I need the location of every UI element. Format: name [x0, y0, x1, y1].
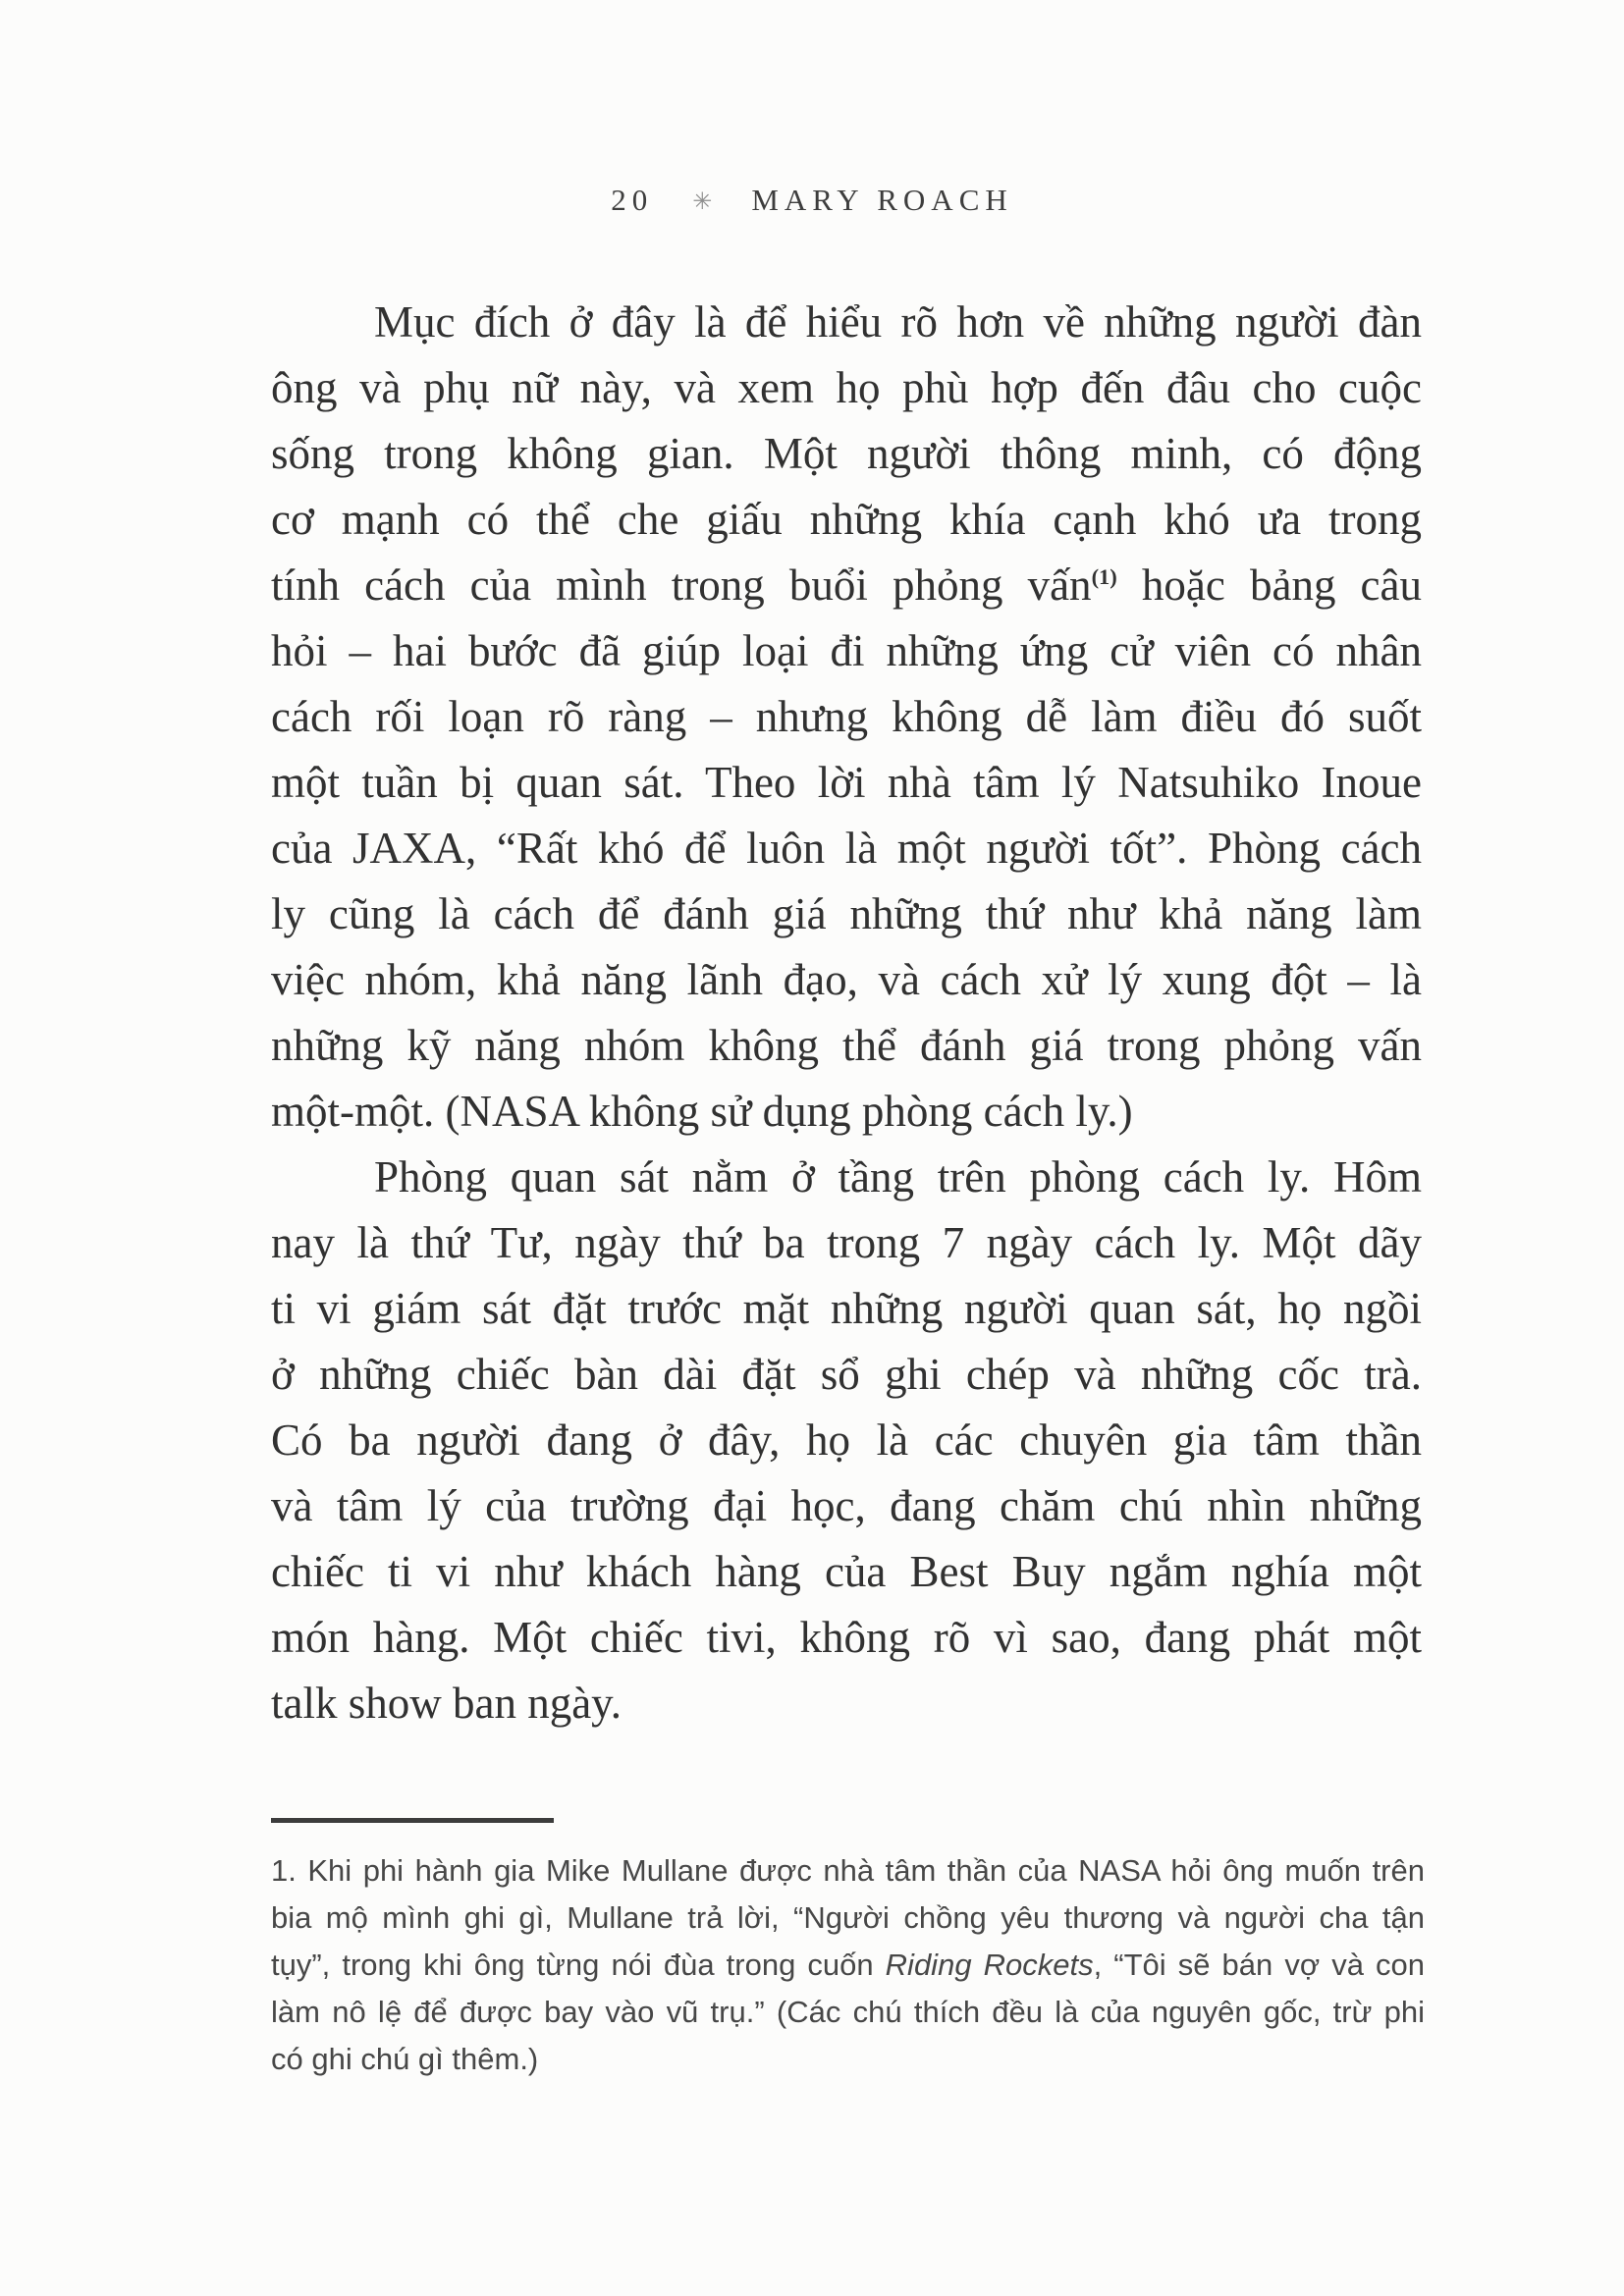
- text-line: sống trong không gian. Một người thông minh, có động: [271, 429, 1422, 478]
- footnote-line: có ghi chú gì thêm.): [271, 2042, 539, 2076]
- paragraph-1: [271, 290, 1422, 1145]
- text-line: của JAXA, “Rất khó để luôn là một người tốt”. Phòng cách: [271, 824, 1422, 873]
- text-line: chiếc ti vi như khách hàng của Best Buy ngắm nghía một: [271, 1547, 1422, 1596]
- text-line: hỏi – hai bước đã giúp loại đi những ứng cử viên có nhân: [271, 626, 1422, 675]
- text-line: và tâm lý của trường đại học, đang chăm chú nhìn những: [271, 1481, 1422, 1530]
- footnote: [271, 1847, 1425, 2083]
- text-line: nay là thứ Tư, ngày thứ ba trong 7 ngày cách ly. Một dãy: [271, 1218, 1422, 1267]
- running-head: [0, 183, 1624, 218]
- text-line: cơ mạnh có thể che giấu những khía cạnh khó ưa trong: [271, 495, 1422, 544]
- text-line: một-một. (NASA không sử dụng phòng cách ly.): [271, 1087, 1133, 1136]
- text-line: tính cách của mình trong buổi phỏng vấn$^{(1)}$ hoặc bảng câu: [271, 561, 1422, 610]
- paragraph-2: [271, 1145, 1422, 1736]
- text-line: ông và phụ nữ này, và xem họ phù hợp đến đâu cho cuộc: [271, 363, 1422, 412]
- author-name: MARY ROACH: [751, 183, 1013, 217]
- footnote-line: bia mộ mình ghi gì, Mullane trả lời, “Người chồng yêu thương và người cha tận: [271, 1900, 1425, 1935]
- asterisk-separator-icon: ✳: [692, 188, 713, 215]
- page-number: 20: [611, 183, 654, 217]
- text-line: cách rối loạn rõ ràng – nhưng không dễ làm điều đó suốt: [271, 692, 1422, 741]
- text-line: ở những chiếc bàn dài đặt sổ ghi chép và những cốc trà.: [271, 1350, 1422, 1399]
- text-line: ly cũng là cách để đánh giá những thứ như khả năng làm: [271, 889, 1422, 938]
- footnote-line: làm nô lệ để được bay vào vũ trụ.” (Các chú thích đều là của nguyên gốc, trừ phi: [271, 1995, 1425, 2029]
- footnote-line: tụy”, trong khi ông từng nói đùa trong cuốn Riding Rockets, “Tôi sẽ bán vợ và con: [271, 1948, 1425, 1982]
- text-line: talk show ban ngày.: [271, 1679, 623, 1728]
- text-line: một tuần bị quan sát. Theo lời nhà tâm lý Natsuhiko Inoue: [271, 758, 1422, 807]
- text-line: ti vi giám sát đặt trước mặt những người quan sát, họ ngồi: [271, 1284, 1422, 1333]
- text-line: món hàng. Một chiếc tivi, không rõ vì sao, đang phát một: [271, 1613, 1422, 1662]
- text-line: Có ba người đang ở đây, họ là các chuyên gia tâm thần: [271, 1415, 1422, 1465]
- text-line: Mục đích ở đây là để hiểu rõ hơn về những người đàn: [374, 297, 1422, 347]
- footnote-line: 1. Khi phi hành gia Mike Mullane được nhà tâm thần của NASA hỏi ông muốn trên: [271, 1853, 1425, 1888]
- text-line: Phòng quan sát nằm ở tầng trên phòng cách ly. Hôm: [374, 1152, 1422, 1201]
- footnote-rule: [271, 1818, 554, 1823]
- text-line: những kỹ năng nhóm không thể đánh giá trong phỏng vấn: [271, 1021, 1422, 1070]
- body-text: [271, 290, 1422, 1736]
- text-line: việc nhóm, khả năng lãnh đạo, và cách xử lý xung đột – là: [271, 955, 1422, 1004]
